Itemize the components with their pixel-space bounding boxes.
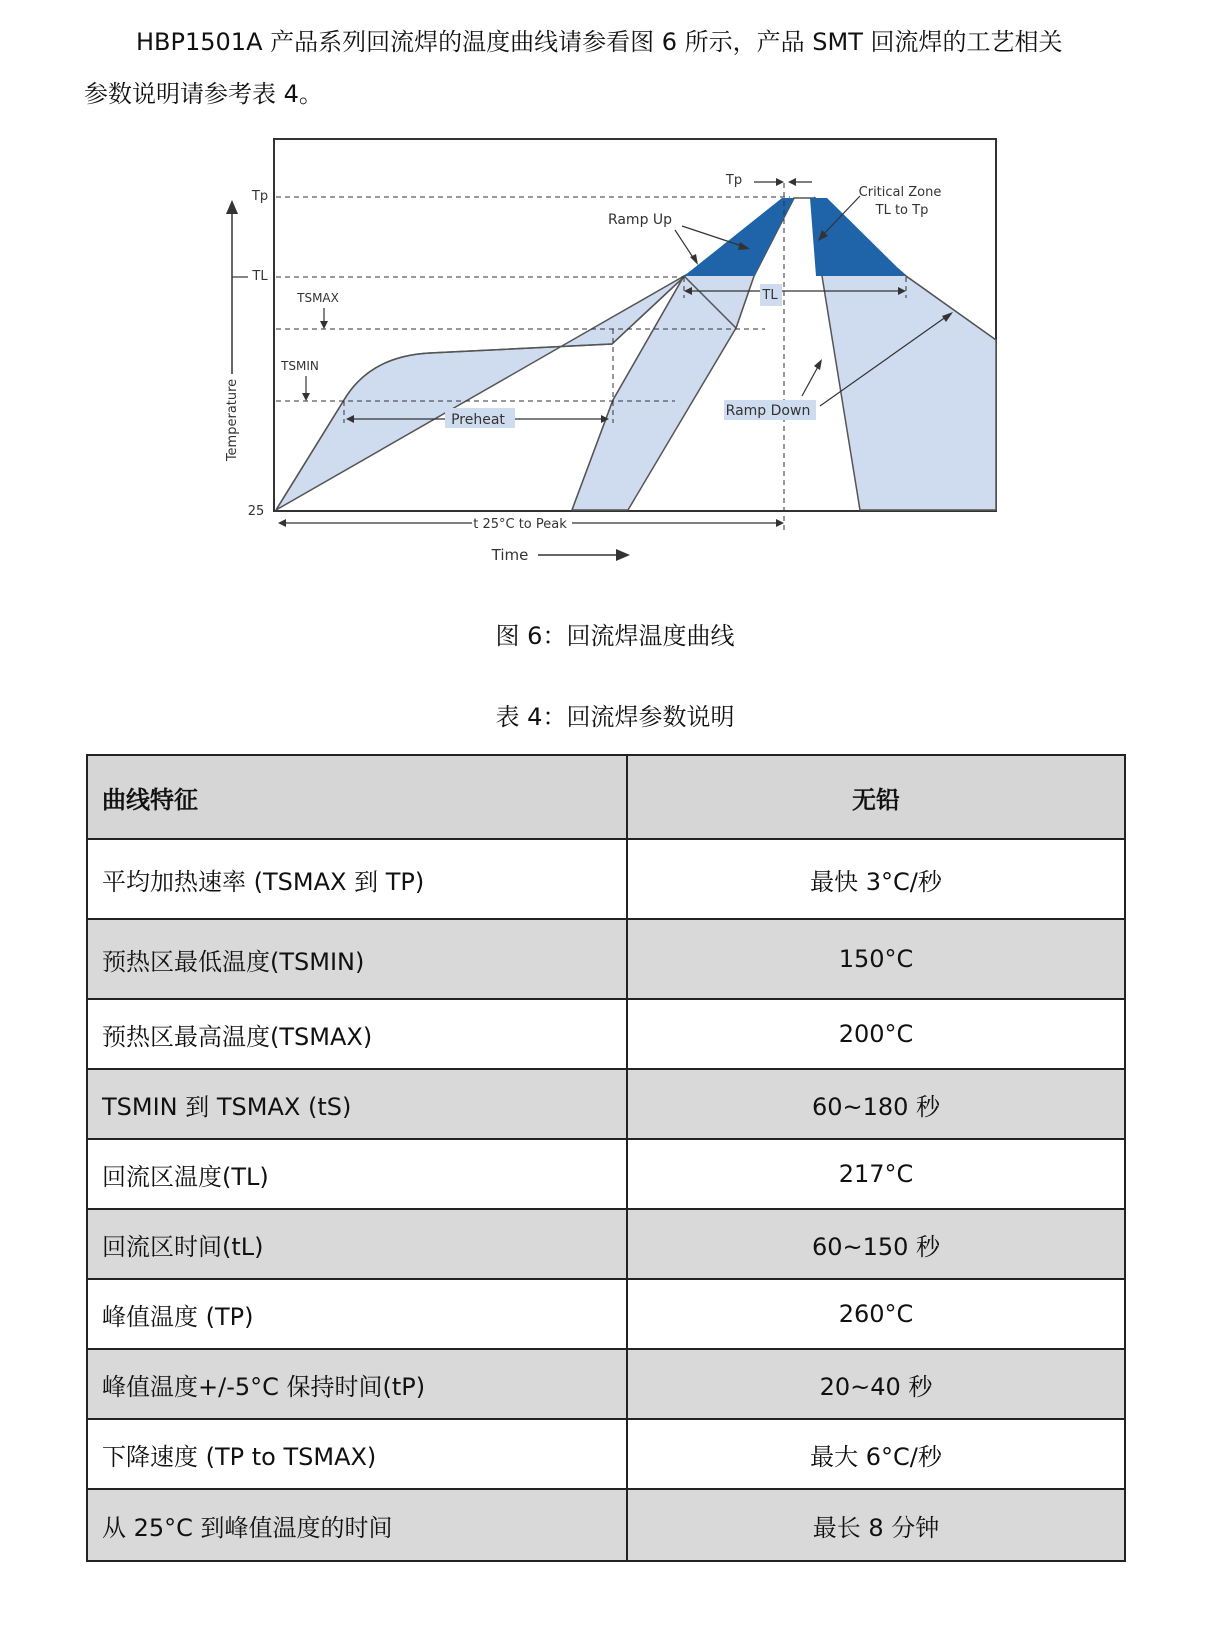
row-value: 260°C — [627, 1279, 1125, 1349]
row-label: 预热区最高温度(TSMAX) — [87, 999, 627, 1069]
intro-line-2: 参数说明请参考表 4。 — [84, 80, 323, 108]
table-row — [87, 919, 1125, 999]
ramp-down-label: Ramp Down — [725, 403, 811, 419]
row-label: 从 25°C 到峰值温度的时间 — [87, 1489, 627, 1561]
row-label: 预热区最低温度(TSMIN) — [87, 919, 627, 999]
t25-label: 25 — [247, 504, 265, 519]
table-row — [87, 839, 1125, 919]
row-value: 20~40 秒 — [627, 1349, 1125, 1419]
tl-axis-label: TL — [252, 269, 268, 284]
row-label: 峰值温度+/-5°C 保持时间(tP) — [87, 1349, 627, 1419]
table-row — [87, 999, 1125, 1069]
row-label: 回流区时间(tL) — [87, 1209, 627, 1279]
reflow-profile-figure — [220, 138, 1040, 588]
tp-axis-label: Tp — [251, 189, 269, 204]
row-value: 最快 3°C/秒 — [627, 839, 1125, 919]
tl-mid-label: TL — [762, 288, 778, 303]
row-label: TSMIN 到 TSMAX (tS) — [87, 1069, 627, 1139]
table-row — [87, 1209, 1125, 1279]
reflow-parameter-table — [86, 754, 1126, 1562]
row-value: 60~150 秒 — [627, 1209, 1125, 1279]
table-row — [87, 1139, 1125, 1209]
table-row — [87, 1279, 1125, 1349]
row-value: 最大 6°C/秒 — [627, 1419, 1125, 1489]
table-row — [87, 1349, 1125, 1419]
row-value: 60~180 秒 — [627, 1069, 1125, 1139]
row-label: 下降速度 (TP to TSMAX) — [87, 1419, 627, 1489]
table-caption: 表 4：回流焊参数说明 — [495, 703, 735, 731]
critical-zone-left — [684, 198, 794, 276]
intro-line-1: HBP1501A 产品系列回流焊的温度曲线请参看图 6 所示，产品 SMT 回流焊的工艺相关 — [136, 28, 1063, 56]
row-value: 最长 8 分钟 — [627, 1489, 1125, 1561]
critical-zone-sub-label: TL to Tp — [875, 203, 929, 218]
y-axis-label: Temperature — [225, 378, 240, 462]
table-row — [87, 1069, 1125, 1139]
header-feature: 曲线特征 — [87, 755, 627, 839]
row-value: 217°C — [627, 1139, 1125, 1209]
table-row — [87, 1419, 1125, 1489]
tsmax-label: TSMAX — [297, 291, 339, 305]
x-axis-label: Time — [491, 546, 529, 564]
t25-to-peak-label: t 25°C to Peak — [473, 517, 567, 532]
figure-caption: 图 6：回流焊温度曲线 — [495, 622, 735, 650]
row-label: 峰值温度 (TP) — [87, 1279, 627, 1349]
header-lead-free: 无铅 — [627, 755, 1125, 839]
row-label: 回流区温度(TL) — [87, 1139, 627, 1209]
preheat-label: Preheat — [451, 412, 505, 428]
row-value: 200°C — [627, 999, 1125, 1069]
row-label: 平均加热速率 (TSMAX 到 TP) — [87, 839, 627, 919]
tp-top-label: Tp — [725, 173, 743, 188]
row-value: 150°C — [627, 919, 1125, 999]
ramp-up-label: Ramp Up — [607, 212, 673, 228]
table-header-row — [87, 755, 1125, 839]
table-row — [87, 1489, 1125, 1561]
tsmin-label: TSMIN — [281, 359, 319, 373]
intro-paragraph — [84, 16, 1144, 120]
critical-zone-label: Critical Zone — [858, 185, 942, 200]
